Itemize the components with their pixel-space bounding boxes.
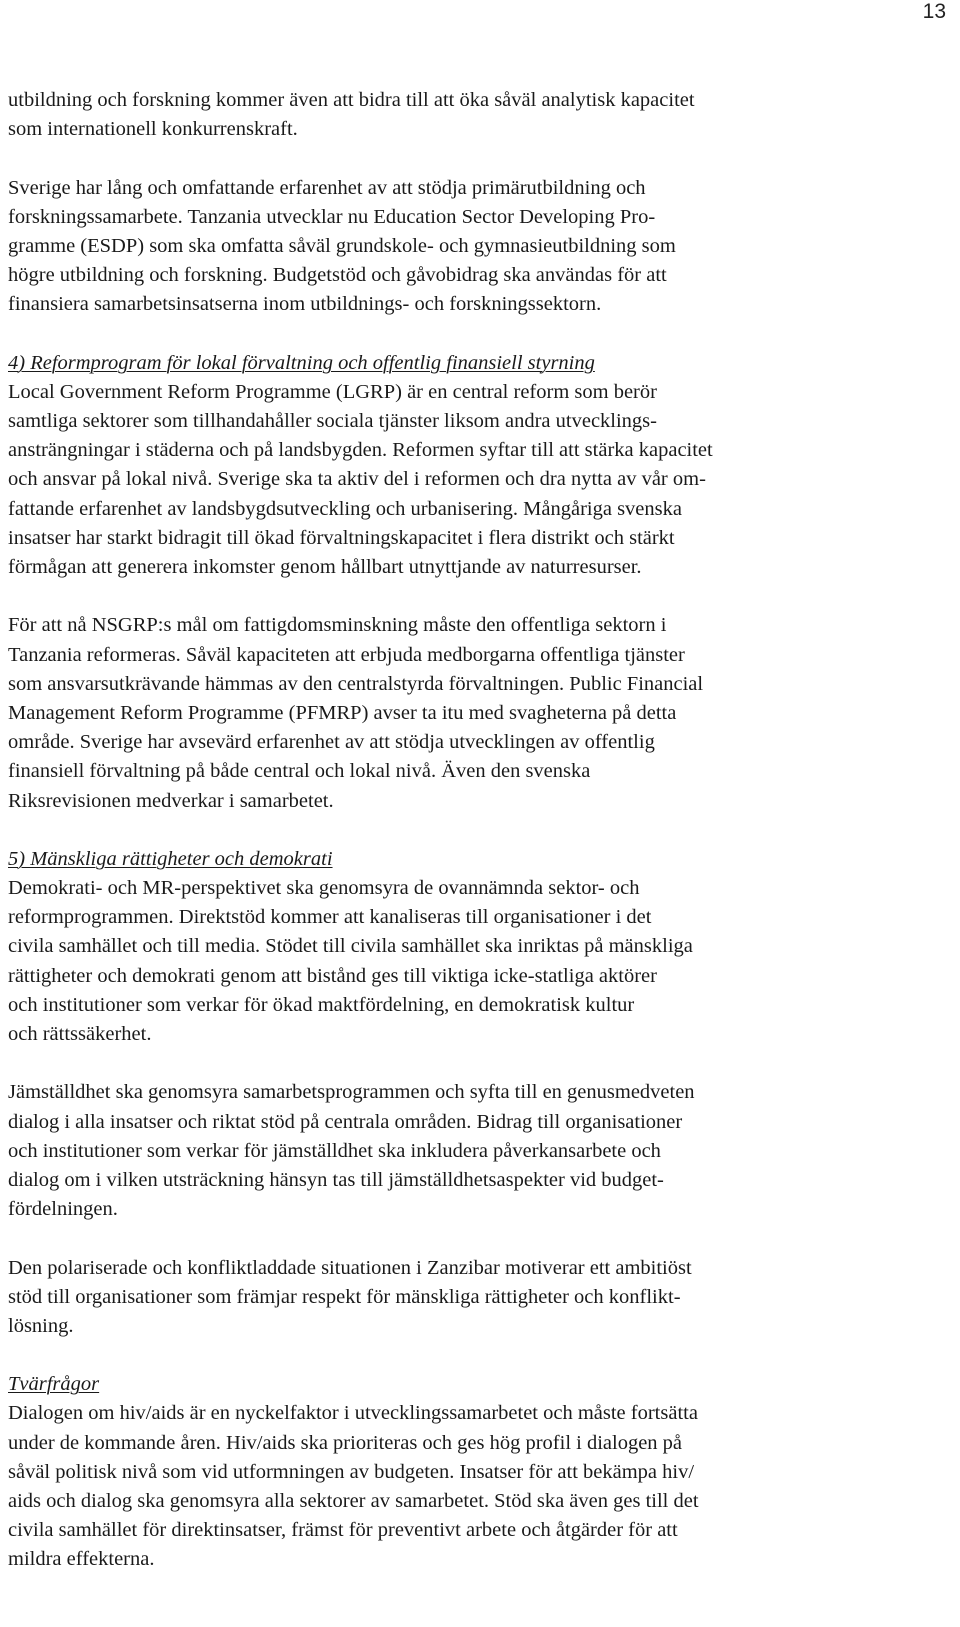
- text-line: civila samhället och till media. Stödet till civila samhället ska inriktas på mänskliga: [8, 935, 693, 958]
- text-line: samtliga sektorer som tillhandahåller sociala tjänster liksom andra utvecklings-: [8, 410, 657, 433]
- text-line: förmågan att generera inkomster genom hållbart utnyttjande av naturresurser.: [8, 556, 642, 578]
- text-line: Jämställdhet ska genomsyra samarbetsprogrammen och syfta till en genusmedveten: [8, 1081, 695, 1104]
- paragraph-gap: [8, 582, 888, 611]
- text-line: För att nå NSGRP:s mål om fattigdomsminskning måste den offentliga sektorn i: [8, 614, 667, 637]
- paragraph-gap: [8, 1341, 888, 1370]
- paragraph-gap: [8, 1224, 888, 1253]
- text-line: finansiell förvaltning på både central och lokal nivå. Även den svenska: [8, 760, 591, 783]
- section-heading: 4) Reformprogram för lokal förvaltning och offentlig finansiell styrning: [8, 351, 595, 374]
- text-line: och institutioner som verkar för jämställdhet ska inkludera påverkansarbete och: [8, 1139, 661, 1162]
- text-line: lösning.: [8, 1314, 74, 1337]
- document-body: [8, 86, 888, 1575]
- paragraph: [8, 1254, 888, 1342]
- text-line: Demokrati- och MR-perspektivet ska genomsyra de ovannämnda sektor- och: [8, 877, 640, 900]
- text-line: dialog i alla insatser och riktat stöd på centrala områden. Bidrag till organisationer: [8, 1110, 683, 1133]
- paragraph: [8, 611, 888, 815]
- text-line: forskningssamarbete. Tanzania utvecklar nu Education Sector Developing Pro-: [8, 205, 656, 228]
- text-line: och ansvar på lokal nivå. Sverige ska ta aktiv del i reformen och dra nytta av vår om-: [8, 468, 706, 491]
- paragraph: [8, 86, 888, 144]
- text-line: och institutioner som verkar för ökad maktfördelning, en demokratisk kultur: [8, 993, 635, 1016]
- text-line: såväl politisk nivå som vid utformningen av budgeten. Insatser för att bekämpa hiv/: [8, 1460, 695, 1483]
- text-line: som internationell konkurrenskraft.: [8, 118, 298, 141]
- text-line: under de kommande åren. Hiv/aids ska prioriteras och ges hög profil i dialogen på: [8, 1431, 683, 1454]
- text-line: aids och dialog ska genomsyra alla sektorer av samarbetet. Stöd ska även ges till det: [8, 1490, 699, 1512]
- text-line: fördelningen.: [8, 1198, 118, 1221]
- text-line: Tanzania reformeras. Såväl kapaciteten att erbjuda medborgarna offentliga tjänster: [8, 643, 685, 666]
- text-line: mildra effekterna.: [8, 1548, 155, 1571]
- paragraph: [8, 1078, 888, 1224]
- text-line: och rättssäkerhet.: [8, 1023, 152, 1045]
- text-line: fattande erfarenhet av landsbygdsutveckling och urbanisering. Mångåriga svenska: [8, 497, 682, 520]
- text-line: Management Reform Programme (PFMRP) avser ta itu med svagheterna på detta: [8, 701, 677, 724]
- text-line: Sverige har lång och omfattande erfarenhet av att stödja primärutbildning och: [8, 176, 646, 199]
- text-line: stöd till organisationer som främjar respekt för mänskliga rättigheter och konflikt-: [8, 1285, 681, 1308]
- text-line: Den polariserade och konfliktladdade situationen i Zanzibar motiverar ett ambitiöst: [8, 1256, 692, 1279]
- paragraph-gap: [8, 1049, 888, 1078]
- text-line: gramme (ESDP) som ska omfatta såväl grundskole- och gymnasieutbildning som: [8, 234, 676, 257]
- text-line: rättigheter och demokrati genom att bistånd ges till viktiga icke-statliga aktörer: [8, 964, 657, 987]
- text-line: högre utbildning och forskning. Budgetstöd och gåvobidrag ska användas för att: [8, 264, 667, 287]
- section-heading: Tvärfrågor: [8, 1373, 100, 1396]
- section: [8, 1370, 888, 1574]
- text-line: finansiera samarbetsinsatserna inom utbildnings- och forskningssektorn.: [8, 293, 602, 316]
- text-line: reformprogrammen. Direktstöd kommer att kanaliseras till organisationer i det: [8, 906, 652, 929]
- text-line: utbildning och forskning kommer även att bidra till att öka såväl analytisk kapacitet: [8, 89, 695, 111]
- paragraph-gap: [8, 320, 888, 349]
- paragraph-gap: [8, 144, 888, 173]
- section: [8, 349, 888, 583]
- page-number: 13: [922, 0, 946, 23]
- text-line: som ansvarsutkrävande hämmas av den centralstyrda förvaltningen. Public Financial: [8, 672, 704, 695]
- text-line: insatser har starkt bidragit till ökad förvaltningskapacitet i flera distrikt och stärkt: [8, 526, 675, 549]
- text-line: Dialogen om hiv/aids är en nyckelfaktor i utvecklingssamarbetet och måste fortsätta: [8, 1402, 698, 1425]
- text-line: Riksrevisionen medverkar i samarbetet.: [8, 789, 334, 812]
- section-heading: 5) Mänskliga rättigheter och demokrati: [8, 847, 333, 870]
- section: [8, 845, 888, 1049]
- text-line: civila samhället för direktinsatser, främst för preventivt arbete och åtgärder för att: [8, 1519, 678, 1542]
- text-line: område. Sverige har avsevärd erfarenhet av att stödja utvecklingen av offentlig: [8, 731, 655, 754]
- text-line: ansträngningar i städerna och på landsbygden. Reformen syftar till att stärka kapacitet: [8, 439, 713, 462]
- text-line: dialog om i vilken utsträckning hänsyn tas till jämställdhetsaspekter vid budget-: [8, 1168, 664, 1191]
- text-line: Local Government Reform Programme (LGRP) är en central reform som berör: [8, 380, 657, 403]
- paragraph-gap: [8, 816, 888, 845]
- paragraph: [8, 174, 888, 320]
